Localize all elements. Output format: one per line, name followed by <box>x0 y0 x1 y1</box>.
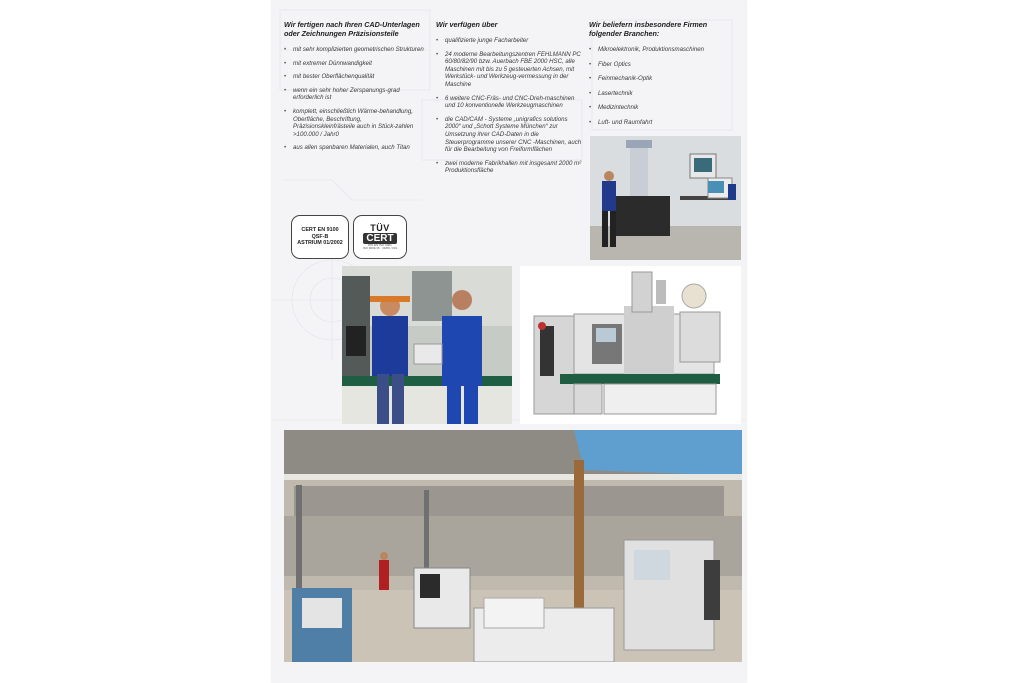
manufacturing-heading: Wir fertigen nach Ihren CAD-Unterlagen oder Zeichnungen Präzisionsteile <box>284 20 420 38</box>
list-item: • Luft- und Raumfahrt <box>589 119 739 127</box>
industries-list <box>589 46 739 127</box>
equipment-column <box>436 20 584 181</box>
industries-heading: Wir beliefern insbesondere Firmen folgender Branchen: <box>589 20 708 38</box>
equipment-list <box>436 37 584 175</box>
list-item: • mit extremer Dünnwandigkeit <box>284 60 424 68</box>
measuring-machine-photo <box>590 136 741 260</box>
list-item: • die CAD/CAM - Systeme „unigrafics solutions 2000“ und „Schott Systeme München“ zur Umsetzung ihrer CAD-Daten in die Steuerprogramme unserer CNC -Maschinen, auch für die Bearbeitung von Freiformflächen <box>436 116 584 154</box>
industries-column <box>589 20 739 134</box>
cert-label: CERT <box>363 233 396 244</box>
cert-line: QSF-B <box>311 233 329 240</box>
list-item: • wenn ein sehr hoher Zerspanungs-grad erforderlich ist <box>284 87 424 102</box>
list-item: • 6 weitere CNC-Fräs- und CNC-Dreh-maschinen und 10 konventionelle Werkzeugmaschinen <box>436 95 584 110</box>
brochure-page <box>272 0 746 683</box>
manufacturing-list <box>284 46 424 152</box>
tuv-label: TÜV <box>370 222 390 233</box>
cert-en9100-badge <box>291 215 349 259</box>
list-item: • zwei moderne Fabrikhallen mit insgesamt 2000 m² Produktionsfläche <box>436 160 584 175</box>
factory-hall-photo <box>284 430 742 662</box>
list-item: • mit bester Oberflächenqualität <box>284 73 424 81</box>
list-item: • 24 moderne Bearbeitungszentren FEHLMANN PC 60/80/82/90 bzw. Auerbach FBE 2000 HSC, alle Maschinen mit bis zu 5 gesteuerten Achsen, mit Werkstück- und Werkzeug-vermessung in der Maschine <box>436 51 584 89</box>
list-item: • Lasertechnik <box>589 90 739 98</box>
cert-standard: DIN EN ISO 9001 <box>368 242 392 247</box>
list-item: • Mikroelektronik, Produktionsmaschinen <box>589 46 739 54</box>
workers-photo <box>342 266 512 424</box>
cert-line: ASTRIUM 01/2002 <box>297 240 343 247</box>
list-item: • komplett, einschließlich Wärme-behandlung, Oberfläche, Beschriftung, Präzisionskleinfrästeile auch in Stück-zahlen >100.000 / Jahr0 <box>284 108 424 138</box>
cert-number: ISO 9001/15 · 09/09 / 001 <box>362 246 398 250</box>
cert-line: CERT EN 9100 <box>301 227 339 234</box>
list-item: • Feinmechanik-Optik <box>589 75 739 83</box>
manufacturing-column <box>284 20 424 158</box>
list-item: • aus allen spanbaren Materialen, auch Titan <box>284 144 424 152</box>
cnc-machine-photo <box>520 266 741 424</box>
list-item: • Medizintechnik <box>589 104 739 112</box>
list-item: • mit sehr komplizierten geometrischen Strukturen <box>284 46 424 54</box>
list-item: • Fiber Optics <box>589 61 739 69</box>
equipment-heading: Wir verfügen über <box>436 20 498 29</box>
tuv-cert-badge <box>353 215 407 259</box>
list-item: • qualifizierte junge Facharbeiter <box>436 37 584 45</box>
